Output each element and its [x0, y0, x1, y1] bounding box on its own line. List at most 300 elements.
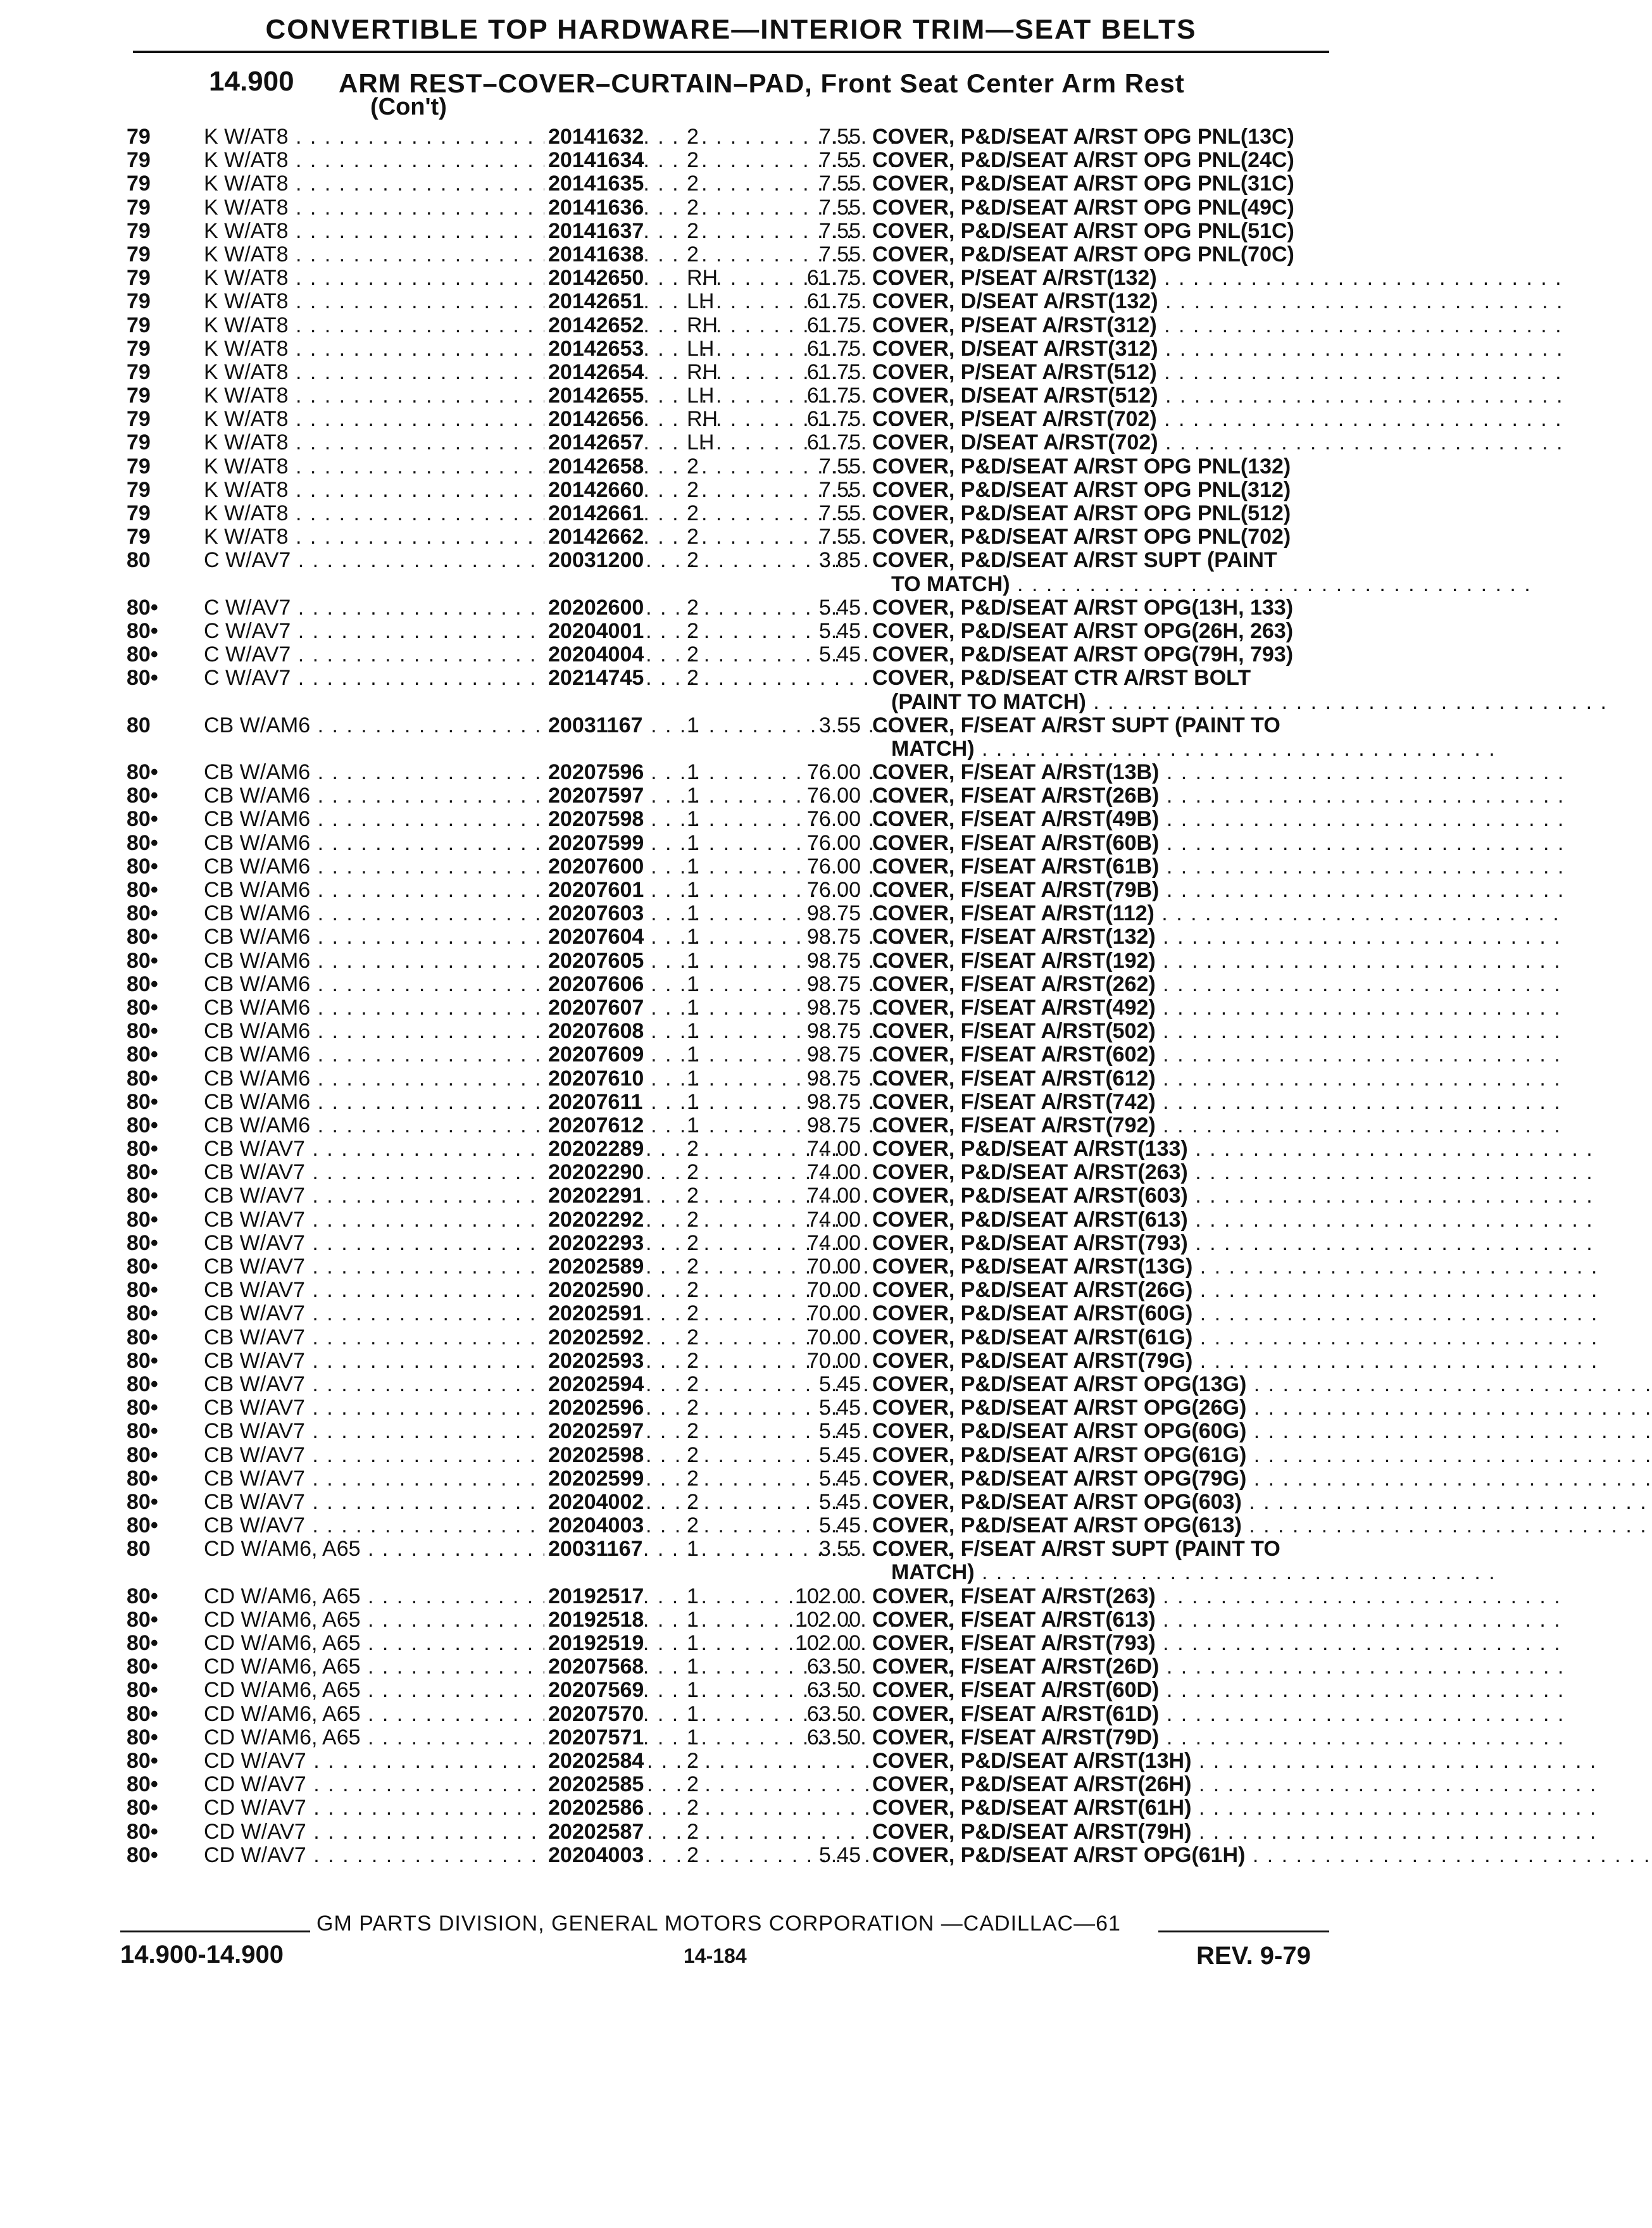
quantity-cell: 2	[687, 1325, 699, 1349]
quantity-cell: 1	[687, 948, 699, 973]
part-number-cell: 20142655	[544, 384, 644, 408]
description-cell	[872, 1325, 1599, 1349]
description-text: COVER, P&D/SEAT A/RST OPG PNL(31C)	[872, 172, 1294, 196]
price-cell: 98.75	[806, 995, 861, 1020]
model-cell: K W/AT8 . . .	[204, 172, 547, 196]
quantity-cell: 1	[687, 995, 699, 1020]
quantity-cell: 2	[687, 1160, 699, 1185]
model-cell: C W/AV7 . . .	[204, 620, 547, 643]
description-text: COVER, F/SEAT A/RST(132)	[872, 925, 1156, 949]
part-number-cell: 20202592	[544, 1326, 644, 1349]
model-cell: K W/AT8 . . .	[204, 220, 547, 243]
table-row	[0, 125, 1600, 149]
table-row	[0, 1773, 1600, 1796]
table-row	[0, 314, 1600, 337]
key-cell: 79	[127, 313, 151, 337]
price-cell: 98.75	[806, 1042, 861, 1067]
quantity-cell: LH	[687, 430, 715, 455]
model-cell: C W/AV7 . . .	[204, 549, 547, 572]
footer-rule-left	[120, 1931, 310, 1932]
description-cell	[872, 289, 1564, 314]
model-cell: K W/AT8 . . .	[204, 408, 547, 431]
part-number-cell: 20141634	[544, 149, 644, 172]
table-row	[0, 361, 1600, 384]
description-text: COVER, F/SEAT A/RST(262)	[872, 972, 1156, 996]
model-cell: K W/AT8 . . .	[204, 243, 547, 266]
price-cell: 98.75	[806, 1019, 861, 1044]
key-cell: 80•	[127, 901, 158, 926]
quantity-cell: 2	[687, 1348, 699, 1373]
part-number-cell: 20204003	[544, 1514, 644, 1537]
description-cell	[872, 1230, 1594, 1255]
key-cell: 80•	[127, 807, 158, 832]
key-cell: 80•	[127, 1278, 158, 1303]
description-cell	[872, 149, 1341, 172]
description-cell	[872, 1843, 1651, 1867]
table-row	[0, 1632, 1600, 1655]
table-row	[0, 1513, 1648, 1538]
table-row	[0, 243, 1600, 266]
description-cell	[872, 972, 1561, 996]
model-cell: K W/AT8 . . .	[204, 337, 547, 361]
part-number-cell: 20207569	[544, 1679, 644, 1702]
table-row	[0, 337, 1600, 361]
model-cell: CD W/AV7 . . .	[204, 1820, 547, 1844]
part-number-cell: 20142661	[544, 502, 644, 525]
description-cell	[872, 925, 1561, 949]
price-cell: 98.75	[806, 925, 861, 949]
part-number-cell: 20204004	[544, 643, 644, 667]
description-continued-text: MATCH)	[891, 1560, 975, 1585]
leader-dots: . . . . . . . . . . . . . . . . . . . . . . . . . . . .	[1155, 972, 1561, 996]
part-number-cell: 20207607	[544, 996, 644, 1020]
quantity-cell: 1	[687, 1631, 699, 1655]
price-cell: 7.55	[818, 454, 861, 479]
description-cell	[872, 620, 1341, 643]
part-number-cell: 20141632	[544, 125, 644, 149]
description-cell	[872, 596, 1341, 620]
quantity-cell: 1	[687, 1019, 699, 1044]
key-cell: 80•	[127, 1772, 158, 1797]
description-text: COVER, D/SEAT A/RST(132)	[872, 289, 1158, 314]
description-text: COVER, F/SEAT A/RST(492)	[872, 995, 1156, 1020]
description-cell	[872, 502, 1341, 525]
model-cell: CB W/AV7 . . .	[204, 1514, 547, 1537]
part-number-cell: 20207606	[544, 973, 644, 996]
table-row	[0, 1561, 1600, 1584]
description-cell	[872, 220, 1341, 243]
quantity-cell: 1	[687, 972, 699, 996]
model-cell: CD W/AV7 . . .	[204, 1749, 547, 1773]
description-text: COVER, P&D/SEAT A/RST OPG(79H, 793)	[872, 642, 1294, 667]
quantity-cell: 2	[687, 1137, 699, 1161]
model-cell: K W/AT8 . . .	[204, 266, 547, 290]
quantity-cell: 1	[687, 807, 699, 832]
key-cell: 80•	[127, 1230, 158, 1255]
price-cell: 98.75	[806, 948, 861, 973]
description-cell	[872, 1466, 1652, 1491]
quantity-cell: LH	[687, 384, 715, 408]
description-text: COVER, F/SEAT A/RST(13B)	[872, 760, 1160, 785]
table-row	[0, 1489, 1648, 1514]
description-text: COVER, F/SEAT A/RST(60D)	[872, 1678, 1160, 1703]
key-cell: 80•	[127, 1184, 158, 1208]
price-cell: 61.75	[806, 384, 861, 408]
key-cell: 80•	[127, 1066, 158, 1091]
description-text: COVER, P&D/SEAT A/RST OPG PNL(312)	[872, 477, 1291, 502]
description-cell	[872, 1184, 1594, 1208]
description-cell	[872, 1584, 1561, 1608]
description-cell	[872, 901, 1560, 926]
model-cell: K W/AT8 . . .	[204, 149, 547, 172]
description-text: COVER, P&D/SEAT A/RST OPG(60G)	[872, 1419, 1247, 1444]
part-number-cell: 20031167	[544, 714, 642, 737]
key-cell: 80•	[127, 1396, 158, 1420]
price-cell: 70.00	[806, 1301, 861, 1326]
description-cell	[872, 878, 1565, 902]
key-cell: 80•	[127, 618, 158, 643]
key-cell: 80•	[127, 830, 158, 855]
price-cell: 7.55	[818, 195, 861, 220]
quantity-cell: 1	[687, 1089, 699, 1114]
key-cell: 80•	[127, 1843, 158, 1867]
description-text: COVER, F/SEAT A/RST(49B)	[872, 807, 1160, 832]
table-row	[0, 1820, 1600, 1844]
description-cell	[872, 667, 1341, 690]
part-number-cell: 20202598	[544, 1444, 644, 1467]
leader-dots: . . . . . . . . . . . . . . . . . . . . . . . . . . . .	[1191, 1819, 1598, 1844]
price-cell: 5.45	[818, 1466, 861, 1491]
price-cell: 63.50	[806, 1678, 861, 1703]
table-row	[0, 1443, 1652, 1467]
leader-dots: . . . . . . . . . . . . . . . . . . . . . . . . . . . .	[1187, 1184, 1594, 1208]
key-cell: 80•	[127, 1089, 158, 1114]
part-number-cell: 20142658	[544, 455, 644, 479]
footer-revision: REV. 9-79	[1196, 1942, 1311, 1970]
key-cell: 80•	[127, 1348, 158, 1373]
model-cell: CB W/AM6 . . .	[204, 879, 547, 902]
description-cell	[872, 336, 1564, 361]
leader-dots: . . . . . . . . . . . . . . . . . . . . . . . . . . . . . . . . . . . .	[1010, 572, 1532, 596]
price-cell: 61.75	[806, 430, 861, 455]
part-number-cell: 20142653	[544, 337, 644, 361]
part-number-cell: 20141637	[544, 220, 644, 243]
part-number-cell: 20202590	[544, 1279, 644, 1302]
model-cell: CD W/AV7 . . .	[204, 1844, 547, 1867]
leader-dots: . . . . . . . . . . . . . . . . . . . . . . . . . . . .	[1156, 266, 1563, 291]
leader-dots: . . . . . . . . . . . . . . . . . . . . . . . . . . . .	[1192, 1255, 1599, 1279]
description-text: COVER, P&D/SEAT A/RST OPG(61G)	[872, 1443, 1247, 1467]
key-cell: 80•	[127, 1301, 158, 1326]
description-continued-cell	[891, 572, 1532, 596]
key-cell: 80•	[127, 878, 158, 902]
leader-dots: . . . . . . . . . . . . . . . . . . . . . . . . . . . .	[1155, 1607, 1561, 1632]
table-row	[0, 1726, 1600, 1749]
key-cell: 80•	[127, 1678, 158, 1703]
description-cell	[872, 1772, 1598, 1797]
description-cell	[872, 807, 1565, 832]
part-number-cell: 20141635	[544, 172, 644, 196]
part-number-cell: 20202586	[544, 1796, 644, 1820]
quantity-cell: 1	[687, 1701, 699, 1726]
part-number-cell: 20202587	[544, 1820, 644, 1844]
description-text: COVER, F/SEAT A/RST(793)	[872, 1631, 1156, 1655]
quantity-cell: 1	[687, 1537, 699, 1561]
key-cell: 80•	[127, 760, 158, 785]
quantity-cell: 2	[687, 1466, 699, 1491]
part-number-cell: 20202584	[544, 1749, 644, 1773]
description-cell	[872, 1301, 1599, 1326]
price-cell: 5.45	[818, 595, 861, 620]
description-cell	[872, 1419, 1652, 1444]
price-cell: 7.55	[818, 148, 861, 173]
model-cell: CD W/AV7 . . .	[204, 1773, 547, 1796]
table-row	[0, 549, 1600, 572]
key-cell: 80•	[127, 1513, 158, 1538]
part-number-cell: 20202291	[544, 1184, 644, 1208]
key-cell: 80•	[127, 948, 158, 973]
key-cell: 79	[127, 289, 151, 314]
part-number-cell: 20142652	[544, 314, 644, 337]
part-number-cell: 20202593	[544, 1349, 644, 1373]
model-cell: CB W/AM6 . . .	[204, 973, 547, 996]
part-number-cell: 20202600	[544, 596, 644, 620]
part-number-cell: 20204003	[544, 1844, 644, 1867]
leader-dots: . . . . . . . . . . . . . . . . . . . . . . . . . . . .	[1159, 784, 1565, 808]
table-row	[0, 266, 1600, 290]
model-cell: CB W/AM6 . . .	[204, 761, 547, 784]
table-row	[0, 620, 1600, 643]
price-cell: 70.00	[806, 1255, 861, 1279]
table-row	[0, 689, 1608, 714]
model-cell: K W/AT8 . . .	[204, 361, 547, 384]
description-text: COVER, P&D/SEAT A/RST(13H)	[872, 1748, 1192, 1773]
quantity-cell: 1	[687, 901, 699, 926]
table-row	[0, 761, 1600, 784]
key-cell: 80•	[127, 1796, 158, 1820]
description-cell	[872, 854, 1565, 879]
model-cell: CB W/AM6 . . .	[204, 949, 547, 973]
description-text: COVER, P&D/SEAT A/RST OPG PNL(51C)	[872, 218, 1294, 243]
description-text: COVER, F/SEAT A/RST(792)	[872, 1113, 1156, 1137]
part-number-cell: 20202594	[544, 1373, 644, 1396]
description-text: COVER, P&D/SEAT A/RST(613)	[872, 1207, 1188, 1232]
description-text: COVER, F/SEAT A/RST(112)	[872, 901, 1155, 926]
model-cell: K W/AT8 . . .	[204, 431, 547, 454]
key-cell: 80•	[127, 1113, 158, 1137]
model-cell: CB W/AV7 . . .	[204, 1184, 547, 1208]
description-text: COVER, F/SEAT A/RST(502)	[872, 1019, 1156, 1044]
table-row	[0, 1043, 1600, 1067]
description-cell	[872, 430, 1564, 455]
part-number-cell: 20192517	[544, 1585, 644, 1608]
description-cell	[872, 1655, 1565, 1679]
description-text: COVER, P&D/SEAT A/RST OPG(26G)	[872, 1396, 1247, 1420]
description-cell	[872, 196, 1341, 220]
leader-dots: . . . . . . . . . . . . . . . . . . . . . . . . . . . .	[1246, 1396, 1652, 1420]
description-text: COVER, P&D/SEAT A/RST(13G)	[872, 1255, 1193, 1279]
table-row	[0, 1255, 1600, 1279]
model-cell: CB W/AV7 . . .	[204, 1467, 547, 1491]
price-cell: 61.75	[806, 360, 861, 384]
table-row	[0, 1466, 1652, 1491]
quantity-cell: 2	[687, 125, 699, 149]
model-cell: CB W/AV7 . . .	[204, 1302, 547, 1325]
leader-dots: . . . . . . . . . . . . . . . . . . . . . . . . . . . .	[1156, 360, 1563, 384]
model-cell: CD W/AM6, A65 . . .	[204, 1632, 547, 1655]
description-text: COVER, P&D/SEAT A/RST(793)	[872, 1230, 1188, 1255]
table-row	[0, 1372, 1652, 1396]
price-cell: 61.75	[806, 289, 861, 314]
footer-organization: GM PARTS DIVISION, GENERAL MOTORS CORPORATION —CADILLAC—61	[316, 1912, 1121, 1936]
key-cell: 80	[127, 1537, 151, 1561]
table-row	[0, 1349, 1600, 1373]
model-cell: CB W/AM6 . . .	[204, 1091, 547, 1114]
key-cell: 79	[127, 360, 151, 384]
price-cell: 3.55	[818, 713, 861, 737]
leader-dots: . . . . . . . . . . . . . . . . . . . . . . . . . . . .	[1159, 1678, 1565, 1703]
description-cell	[872, 948, 1561, 973]
key-cell: 79	[127, 266, 151, 291]
part-number-cell: 20141638	[544, 243, 644, 266]
leader-dots: . . . . . . . . . . . . . . . . . . . . . . . . . . . .	[1187, 1160, 1594, 1185]
quantity-cell: 1	[687, 760, 699, 785]
model-cell: K W/AT8 . . .	[204, 314, 547, 337]
table-row	[0, 1091, 1600, 1114]
quantity-cell: 2	[687, 454, 699, 479]
key-cell: 80•	[127, 1655, 158, 1679]
table-row	[0, 1796, 1600, 1820]
description-text: COVER, F/SEAT A/RST(60B)	[872, 830, 1160, 855]
description-cell	[872, 714, 1341, 737]
quantity-cell: RH	[687, 407, 718, 432]
key-cell: 79	[127, 477, 151, 502]
leader-dots: . . . . . . . . . . . . . . . . . . . . . . . . . . . .	[1159, 760, 1565, 785]
quantity-cell: 2	[687, 1772, 699, 1797]
table-row	[0, 1020, 1600, 1043]
key-cell: 79	[127, 501, 151, 525]
key-cell: 79	[127, 384, 151, 408]
model-cell: CB W/AM6 . . .	[204, 1114, 547, 1137]
quantity-cell: 2	[687, 1443, 699, 1467]
quantity-cell: 2	[687, 642, 699, 667]
quantity-cell: 2	[687, 477, 699, 502]
part-number-cell: 20142662	[544, 525, 644, 549]
description-cell	[872, 1396, 1652, 1420]
quantity-cell: 2	[687, 195, 699, 220]
price-cell: 5.45	[818, 1489, 861, 1514]
description-text: COVER, F/SEAT A/RST(79D)	[872, 1725, 1160, 1749]
model-cell: K W/AT8 . . .	[204, 455, 547, 479]
price-cell: 76.00	[806, 784, 861, 808]
leader-dots: . . . . . . . . . . . . . . . . . . . . . . . . . . . .	[1159, 854, 1565, 879]
price-cell: 74.00	[806, 1230, 861, 1255]
table-row	[0, 1279, 1600, 1302]
price-cell: 7.55	[818, 525, 861, 549]
table-row	[0, 1326, 1600, 1349]
key-cell: 80•	[127, 1207, 158, 1232]
part-number-cell: 20202289	[544, 1137, 644, 1161]
section-title: ARM REST–COVER–CURTAIN–PAD, Front Seat Center Arm Rest	[339, 68, 1185, 98]
table-row	[0, 384, 1600, 408]
description-text: COVER, F/SEAT A/RST(742)	[872, 1089, 1156, 1114]
quantity-cell: 2	[687, 618, 699, 643]
description-text: COVER, F/SEAT A/RST(613)	[872, 1607, 1156, 1632]
price-cell: 7.55	[818, 242, 861, 266]
key-cell: 80•	[127, 1466, 158, 1491]
description-text: COVER, P&D/SEAT A/RST(26H)	[872, 1772, 1192, 1797]
leader-dots: . . . . . . . . . . . . . . . . . . . . . . . . . . . .	[1187, 1207, 1594, 1232]
model-cell: CD W/AV7 . . .	[204, 1796, 547, 1820]
leader-dots: . . . . . . . . . . . . . . . . . . . . . . . . . . . .	[1245, 1843, 1651, 1867]
description-continued-cell	[891, 689, 1608, 714]
part-number-cell: 20202585	[544, 1773, 644, 1796]
description-text: COVER, F/SEAT A/RST(263)	[872, 1584, 1156, 1608]
model-cell: CB W/AV7 . . .	[204, 1326, 547, 1349]
part-number-cell: 20207597	[544, 784, 644, 808]
quantity-cell: 2	[687, 242, 699, 266]
description-cell	[872, 1372, 1652, 1396]
table-row	[0, 714, 1600, 737]
description-text: COVER, F/SEAT A/RST SUPT (PAINT TO	[872, 1537, 1280, 1561]
part-number-cell: 20142650	[544, 266, 644, 290]
quantity-cell: 1	[687, 1607, 699, 1632]
quantity-cell: 1	[687, 1725, 699, 1749]
table-row	[0, 1396, 1652, 1420]
leader-dots: . . . . . . . . . . . . . . . . . . . . . . . . . . . .	[1158, 430, 1564, 455]
model-cell: K W/AT8 . . .	[204, 479, 547, 502]
price-cell: 61.75	[806, 407, 861, 432]
table-row	[0, 879, 1600, 902]
quantity-cell: 1	[687, 925, 699, 949]
price-cell: 3.85	[818, 548, 861, 573]
model-cell: K W/AT8 . . .	[204, 502, 547, 525]
quantity-cell: 1	[687, 1655, 699, 1679]
quantity-cell: RH	[687, 360, 718, 384]
description-text: COVER, P&D/SEAT A/RST OPG PNL(512)	[872, 501, 1291, 525]
quantity-cell: 2	[687, 1396, 699, 1420]
quantity-cell: 2	[687, 148, 699, 173]
price-cell: 5.45	[818, 618, 861, 643]
price-cell: 102.00	[795, 1631, 861, 1655]
model-cell: K W/AT8 . . .	[204, 125, 547, 149]
description-text: COVER, P&D/SEAT A/RST(26G)	[872, 1278, 1193, 1303]
quantity-cell: 2	[687, 1796, 699, 1820]
table-row	[0, 573, 1600, 596]
model-cell: CB W/AV7 . . .	[204, 1208, 547, 1232]
table-row	[0, 525, 1600, 549]
model-cell: CB W/AM6 . . .	[204, 714, 547, 737]
model-cell: CB W/AM6 . . .	[204, 1043, 547, 1067]
table-row	[0, 1585, 1600, 1608]
key-cell: 79	[127, 242, 151, 266]
price-cell: 7.55	[818, 172, 861, 196]
description-text: COVER, D/SEAT A/RST(702)	[872, 430, 1158, 455]
description-continued-text: (PAINT TO MATCH)	[891, 689, 1086, 714]
description-text: COVER, F/SEAT A/RST(79B)	[872, 878, 1160, 902]
table-row	[0, 196, 1600, 220]
leader-dots: . . . . . . . . . . . . . . . . . . . . . . . . . . . .	[1155, 948, 1561, 973]
part-number-cell: 20207604	[544, 925, 644, 949]
leader-dots: . . . . . . . . . . . . . . . . . . . . . . . . . . . .	[1159, 1701, 1565, 1726]
description-text: COVER, P&D/SEAT A/RST OPG(26H, 263)	[872, 618, 1294, 643]
description-text: COVER, P&D/SEAT A/RST(61G)	[872, 1325, 1193, 1349]
description-cell	[872, 455, 1341, 479]
part-number-cell: 20202599	[544, 1467, 644, 1491]
part-number-cell: 20204002	[544, 1491, 644, 1514]
section-continued: (Con't)	[370, 94, 447, 120]
price-cell: 5.45	[818, 642, 861, 667]
